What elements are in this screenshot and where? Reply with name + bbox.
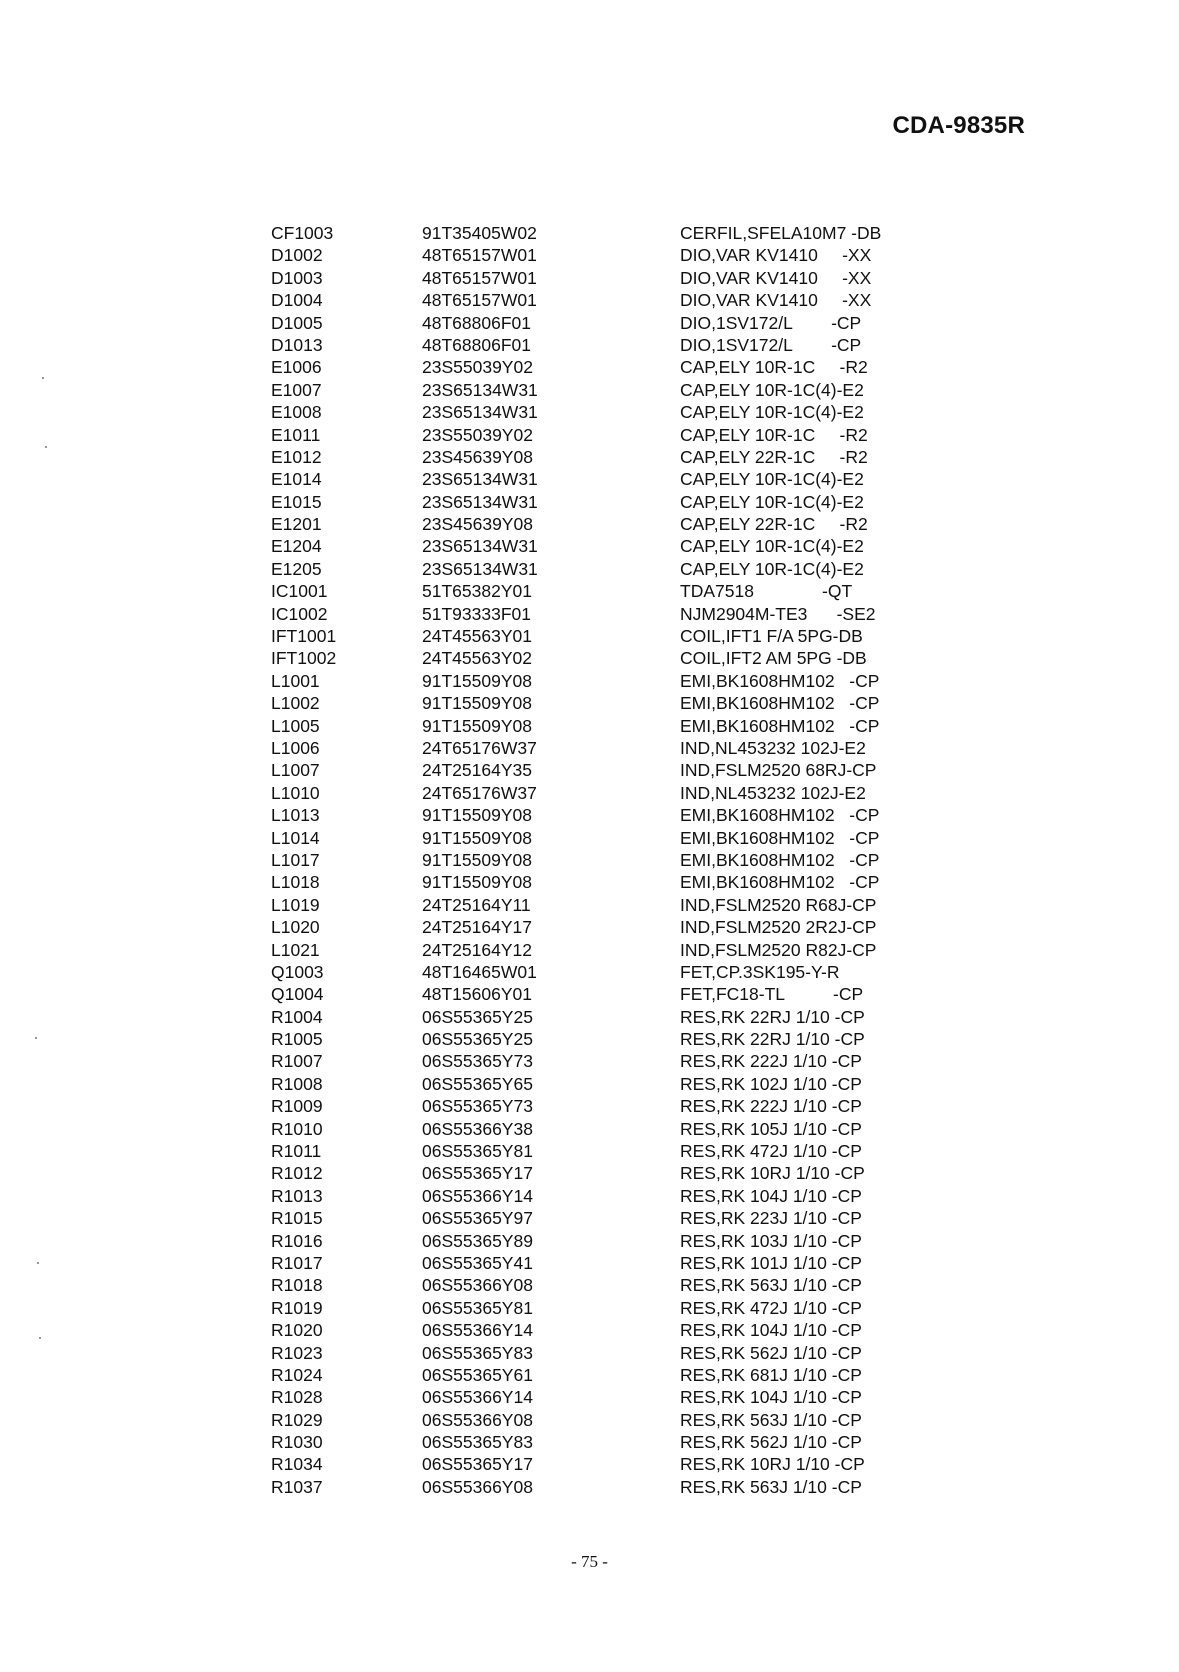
description-cell: CAP,ELY 22R-1C -R2 xyxy=(680,514,868,535)
ref-cell: L1014 xyxy=(271,827,320,848)
ref-cell: D1005 xyxy=(271,312,323,333)
ref-cell: IFT1001 xyxy=(271,626,337,647)
table-row xyxy=(271,1453,931,1475)
model-number: CDA-9835R xyxy=(892,112,1025,139)
table-row xyxy=(271,379,931,401)
table-row xyxy=(271,468,931,490)
description-cell: CAP,ELY 10R-1C -R2 xyxy=(680,357,868,378)
part-number-cell: 06S55366Y14 xyxy=(422,1185,533,1206)
description-cell: RES,RK 104J 1/10 -CP xyxy=(680,1185,862,1206)
table-row xyxy=(271,894,931,916)
part-number-cell: 06S55365Y83 xyxy=(422,1432,533,1453)
description-cell: DIO,VAR KV1410 -XX xyxy=(680,267,872,288)
description-cell: EMI,BK1608HM102 -CP xyxy=(680,670,880,691)
scan-speck xyxy=(45,446,47,448)
description-cell: IND,FSLM2520 2R2J-CP xyxy=(680,917,877,938)
table-row xyxy=(271,1118,931,1140)
ref-cell: E1007 xyxy=(271,379,322,400)
ref-cell: E1014 xyxy=(271,469,322,490)
description-cell: DIO,VAR KV1410 -XX xyxy=(680,290,872,311)
ref-cell: R1011 xyxy=(271,1141,322,1162)
scan-speck xyxy=(37,1262,39,1264)
table-row xyxy=(271,625,931,647)
part-number-cell: 24T45563Y02 xyxy=(422,648,532,669)
ref-cell: L1017 xyxy=(271,849,320,870)
description-cell: IND,NL453232 102J-E2 xyxy=(680,782,866,803)
table-row xyxy=(271,670,931,692)
description-cell: EMI,BK1608HM102 -CP xyxy=(680,872,880,893)
ref-cell: R1004 xyxy=(271,1006,323,1027)
part-number-cell: 06S55365Y81 xyxy=(422,1297,533,1318)
ref-cell: R1020 xyxy=(271,1320,323,1341)
part-number-cell: 23S65134W31 xyxy=(422,558,538,579)
part-number-cell: 24T25164Y35 xyxy=(422,760,532,781)
table-row xyxy=(271,1409,931,1431)
description-cell: IND,FSLM2520 68RJ-CP xyxy=(680,760,877,781)
ref-cell: R1013 xyxy=(271,1185,323,1206)
part-number-cell: 24T65176W37 xyxy=(422,782,537,803)
table-row xyxy=(271,1185,931,1207)
table-row xyxy=(271,1050,931,1072)
ref-cell: E1006 xyxy=(271,357,322,378)
table-row xyxy=(271,849,931,871)
description-cell: EMI,BK1608HM102 -CP xyxy=(680,805,880,826)
description-cell: CAP,ELY 10R-1C(4)-E2 xyxy=(680,402,864,423)
table-row xyxy=(271,737,931,759)
ref-cell: R1018 xyxy=(271,1275,323,1296)
part-number-cell: 23S65134W31 xyxy=(422,379,538,400)
description-cell: RES,RK 22RJ 1/10 -CP xyxy=(680,1006,865,1027)
description-cell: COIL,IFT2 AM 5PG -DB xyxy=(680,648,867,669)
description-cell: IND,FSLM2520 R68J-CP xyxy=(680,894,877,915)
ref-cell: R1012 xyxy=(271,1163,323,1184)
description-cell: EMI,BK1608HM102 -CP xyxy=(680,715,880,736)
table-row xyxy=(271,1297,931,1319)
table-row xyxy=(271,939,931,961)
description-cell: FET,FC18-TL -CP xyxy=(680,984,864,1005)
description-cell: CAP,ELY 10R-1C(4)-E2 xyxy=(680,558,864,579)
table-row xyxy=(271,827,931,849)
description-cell: EMI,BK1608HM102 -CP xyxy=(680,849,880,870)
ref-cell: L1005 xyxy=(271,715,320,736)
table-row xyxy=(271,1252,931,1274)
part-number-cell: 48T15606Y01 xyxy=(422,984,532,1005)
table-row xyxy=(271,1028,931,1050)
part-number-cell: 24T45563Y01 xyxy=(422,626,532,647)
table-row xyxy=(271,334,931,356)
part-number-cell: 91T15509Y08 xyxy=(422,693,532,714)
description-cell: CAP,ELY 10R-1C(4)-E2 xyxy=(680,379,864,400)
ref-cell: R1015 xyxy=(271,1208,323,1229)
description-cell: RES,RK 222J 1/10 -CP xyxy=(680,1051,862,1072)
description-cell: IND,FSLM2520 R82J-CP xyxy=(680,939,877,960)
description-cell: CERFIL,SFELA10M7 -DB xyxy=(680,223,882,243)
ref-cell: L1019 xyxy=(271,894,320,915)
description-cell: RES,RK 105J 1/10 -CP xyxy=(680,1118,862,1139)
description-cell: EMI,BK1608HM102 -CP xyxy=(680,693,880,714)
ref-cell: R1034 xyxy=(271,1454,323,1475)
table-row xyxy=(271,1095,931,1117)
ref-cell: L1007 xyxy=(271,760,320,781)
ref-cell: L1020 xyxy=(271,917,320,938)
ref-cell: R1019 xyxy=(271,1297,323,1318)
table-row xyxy=(271,647,931,669)
description-cell: CAP,ELY 10R-1C(4)-E2 xyxy=(680,469,864,490)
description-cell: RES,RK 563J 1/10 -CP xyxy=(680,1275,862,1296)
part-number-cell: 51T93333F01 xyxy=(422,603,531,624)
ref-cell: E1204 xyxy=(271,536,322,557)
table-row xyxy=(271,424,931,446)
table-row xyxy=(271,580,931,602)
description-cell: RES,RK 562J 1/10 -CP xyxy=(680,1432,862,1453)
table-row xyxy=(271,1364,931,1386)
table-row xyxy=(271,222,931,244)
part-number-cell: 23S65134W31 xyxy=(422,491,538,512)
table-row xyxy=(271,401,931,423)
description-cell: RES,RK 101J 1/10 -CP xyxy=(680,1252,862,1273)
description-cell: DIO,1SV172/L -CP xyxy=(680,312,862,333)
table-row xyxy=(271,1476,931,1498)
page-number: - 75 - xyxy=(571,1552,608,1571)
part-number-cell: 48T68806F01 xyxy=(422,312,531,333)
part-number-cell: 23S65134W31 xyxy=(422,469,538,490)
ref-cell: R1029 xyxy=(271,1409,323,1430)
part-number-cell: 24T25164Y11 xyxy=(422,894,531,915)
ref-cell: R1007 xyxy=(271,1051,323,1072)
part-number-cell: 06S55365Y73 xyxy=(422,1051,533,1072)
ref-cell: R1024 xyxy=(271,1364,323,1385)
table-row xyxy=(271,267,931,289)
part-number-cell: 06S55365Y83 xyxy=(422,1342,533,1363)
table-row xyxy=(271,759,931,781)
ref-cell: Q1003 xyxy=(271,961,324,982)
part-number-cell: 91T15509Y08 xyxy=(422,670,532,691)
table-row xyxy=(271,1073,931,1095)
part-number-cell: 23S45639Y08 xyxy=(422,446,533,467)
part-number-cell: 06S55365Y41 xyxy=(422,1252,533,1273)
table-row xyxy=(271,1207,931,1229)
description-cell: CAP,ELY 10R-1C(4)-E2 xyxy=(680,536,864,557)
description-cell: CAP,ELY 10R-1C(4)-E2 xyxy=(680,491,864,512)
ref-cell: L1010 xyxy=(271,782,320,803)
description-cell: RES,RK 681J 1/10 -CP xyxy=(680,1364,862,1385)
description-cell: RES,RK 562J 1/10 -CP xyxy=(680,1342,862,1363)
table-row xyxy=(271,983,931,1005)
table-row xyxy=(271,1140,931,1162)
part-number-cell: 48T68806F01 xyxy=(422,334,531,355)
part-number-cell: 24T25164Y12 xyxy=(422,939,532,960)
part-number-cell: 51T65382Y01 xyxy=(422,581,532,602)
description-cell: RES,RK 222J 1/10 -CP xyxy=(680,1096,862,1117)
part-number-cell: 06S55366Y38 xyxy=(422,1118,533,1139)
description-cell: COIL,IFT1 F/A 5PG-DB xyxy=(680,626,863,647)
description-cell: RES,RK 563J 1/10 -CP xyxy=(680,1476,862,1497)
part-number-cell: 06S55365Y25 xyxy=(422,1006,533,1027)
description-cell: RES,RK 10RJ 1/10 -CP xyxy=(680,1163,865,1184)
table-row xyxy=(271,1230,931,1252)
table-row xyxy=(271,535,931,557)
ref-cell: L1018 xyxy=(271,872,320,893)
scan-speck xyxy=(35,1037,37,1039)
table-row xyxy=(271,804,931,826)
ref-cell: E1205 xyxy=(271,558,322,579)
ref-cell: E1011 xyxy=(271,424,321,445)
part-number-cell: 91T15509Y08 xyxy=(422,849,532,870)
part-number-cell: 06S55366Y14 xyxy=(422,1387,533,1408)
table-row xyxy=(271,244,931,266)
ref-cell: R1005 xyxy=(271,1029,323,1050)
table-row xyxy=(271,513,931,535)
table-row xyxy=(271,1006,931,1028)
ref-cell: D1002 xyxy=(271,245,323,266)
parts-list xyxy=(271,222,931,1498)
description-cell: CAP,ELY 10R-1C -R2 xyxy=(680,424,868,445)
table-row xyxy=(271,1319,931,1341)
part-number-cell: 06S55365Y25 xyxy=(422,1029,533,1050)
description-cell: EMI,BK1608HM102 -CP xyxy=(680,827,880,848)
description-cell: DIO,1SV172/L -CP xyxy=(680,334,862,355)
part-number-cell: 23S65134W31 xyxy=(422,536,538,557)
ref-cell: R1023 xyxy=(271,1342,323,1363)
table-row xyxy=(271,692,931,714)
description-cell: TDA7518 -QT xyxy=(680,581,853,602)
table-row xyxy=(271,1274,931,1296)
part-number-cell: 06S55365Y61 xyxy=(422,1364,533,1385)
scan-speck xyxy=(42,377,44,379)
part-number-cell: 06S55366Y14 xyxy=(422,1320,533,1341)
table-row xyxy=(271,1162,931,1184)
table-row xyxy=(271,961,931,983)
ref-cell: R1010 xyxy=(271,1118,323,1139)
ref-cell: R1008 xyxy=(271,1073,323,1094)
part-number-cell: 91T15509Y08 xyxy=(422,805,532,826)
part-number-cell: 06S55366Y08 xyxy=(422,1476,533,1497)
description-cell: CAP,ELY 22R-1C -R2 xyxy=(680,446,868,467)
part-number-cell: 24T25164Y17 xyxy=(422,917,532,938)
table-row xyxy=(271,356,931,378)
part-number-cell: 48T65157W01 xyxy=(422,267,537,288)
table-row xyxy=(271,916,931,938)
part-number-cell: 23S45639Y08 xyxy=(422,514,533,535)
part-number-cell: 91T15509Y08 xyxy=(422,872,532,893)
part-number-cell: 06S55365Y81 xyxy=(422,1141,533,1162)
part-number-cell: 24T65176W37 xyxy=(422,737,537,758)
part-number-cell: 91T15509Y08 xyxy=(422,715,532,736)
table-row xyxy=(271,715,931,737)
description-cell: RES,RK 223J 1/10 -CP xyxy=(680,1208,862,1229)
ref-cell: R1028 xyxy=(271,1387,323,1408)
description-cell: RES,RK 472J 1/10 -CP xyxy=(680,1141,862,1162)
description-cell: RES,RK 472J 1/10 -CP xyxy=(680,1297,862,1318)
part-number-cell: 06S55366Y08 xyxy=(422,1275,533,1296)
description-cell: RES,RK 102J 1/10 -CP xyxy=(680,1073,862,1094)
part-number-cell: 06S55365Y97 xyxy=(422,1208,533,1229)
ref-cell: E1012 xyxy=(271,446,322,467)
ref-cell: R1037 xyxy=(271,1476,323,1497)
ref-cell: Q1004 xyxy=(271,984,324,1005)
description-cell: NJM2904M-TE3 -SE2 xyxy=(680,603,876,624)
ref-cell: E1015 xyxy=(271,491,322,512)
ref-cell: R1030 xyxy=(271,1432,323,1453)
part-number-cell: 48T65157W01 xyxy=(422,245,537,266)
table-row xyxy=(271,312,931,334)
ref-cell: R1009 xyxy=(271,1096,323,1117)
ref-cell: IC1001 xyxy=(271,581,328,602)
ref-cell: R1017 xyxy=(271,1252,323,1273)
description-cell: RES,RK 563J 1/10 -CP xyxy=(680,1409,862,1430)
description-cell: RES,RK 104J 1/10 -CP xyxy=(680,1320,862,1341)
table-row xyxy=(271,491,931,513)
ref-cell: E1201 xyxy=(271,514,322,535)
table-row xyxy=(271,1431,931,1453)
part-number-cell: 06S55365Y17 xyxy=(422,1163,533,1184)
description-cell: FET,CP.3SK195-Y-R xyxy=(680,961,840,982)
ref-cell: D1004 xyxy=(271,290,323,311)
ref-cell: L1006 xyxy=(271,737,320,758)
description-cell: RES,RK 103J 1/10 -CP xyxy=(680,1230,862,1251)
part-number-cell: 23S55039Y02 xyxy=(422,357,533,378)
part-number-cell: 48T65157W01 xyxy=(422,290,537,311)
ref-cell: IC1002 xyxy=(271,603,328,624)
ref-cell: E1008 xyxy=(271,402,322,423)
table-row xyxy=(271,289,931,311)
ref-cell: L1021 xyxy=(271,939,320,960)
part-number-cell: 06S55365Y89 xyxy=(422,1230,533,1251)
table-row xyxy=(271,558,931,580)
ref-cell: R1016 xyxy=(271,1230,323,1251)
ref-cell: L1001 xyxy=(271,670,320,691)
ref-cell: L1002 xyxy=(271,693,320,714)
ref-cell: D1013 xyxy=(271,334,323,355)
part-number-cell: 23S65134W31 xyxy=(422,402,538,423)
ref-cell: CF1003 xyxy=(271,223,334,243)
table-row xyxy=(271,603,931,625)
table-row xyxy=(271,1342,931,1364)
description-cell: IND,NL453232 102J-E2 xyxy=(680,737,866,758)
table-row xyxy=(271,871,931,893)
scan-speck xyxy=(39,1337,41,1339)
ref-cell: L1013 xyxy=(271,805,320,826)
part-number-cell: 06S55365Y65 xyxy=(422,1073,533,1094)
part-number-cell: 06S55365Y17 xyxy=(422,1454,533,1475)
part-number-cell: 91T15509Y08 xyxy=(422,827,532,848)
part-number-cell: 06S55366Y08 xyxy=(422,1409,533,1430)
description-cell: DIO,VAR KV1410 -XX xyxy=(680,245,872,266)
part-number-cell: 91T35405W02 xyxy=(422,223,537,243)
part-number-cell: 23S55039Y02 xyxy=(422,424,533,445)
description-cell: RES,RK 104J 1/10 -CP xyxy=(680,1387,862,1408)
ref-cell: D1003 xyxy=(271,267,323,288)
part-number-cell: 06S55365Y73 xyxy=(422,1096,533,1117)
description-cell: RES,RK 10RJ 1/10 -CP xyxy=(680,1454,865,1475)
ref-cell: IFT1002 xyxy=(271,648,337,669)
table-row xyxy=(271,446,931,468)
description-cell: RES,RK 22RJ 1/10 -CP xyxy=(680,1029,865,1050)
table-row xyxy=(271,1386,931,1408)
table-row xyxy=(271,782,931,804)
part-number-cell: 48T16465W01 xyxy=(422,961,537,982)
